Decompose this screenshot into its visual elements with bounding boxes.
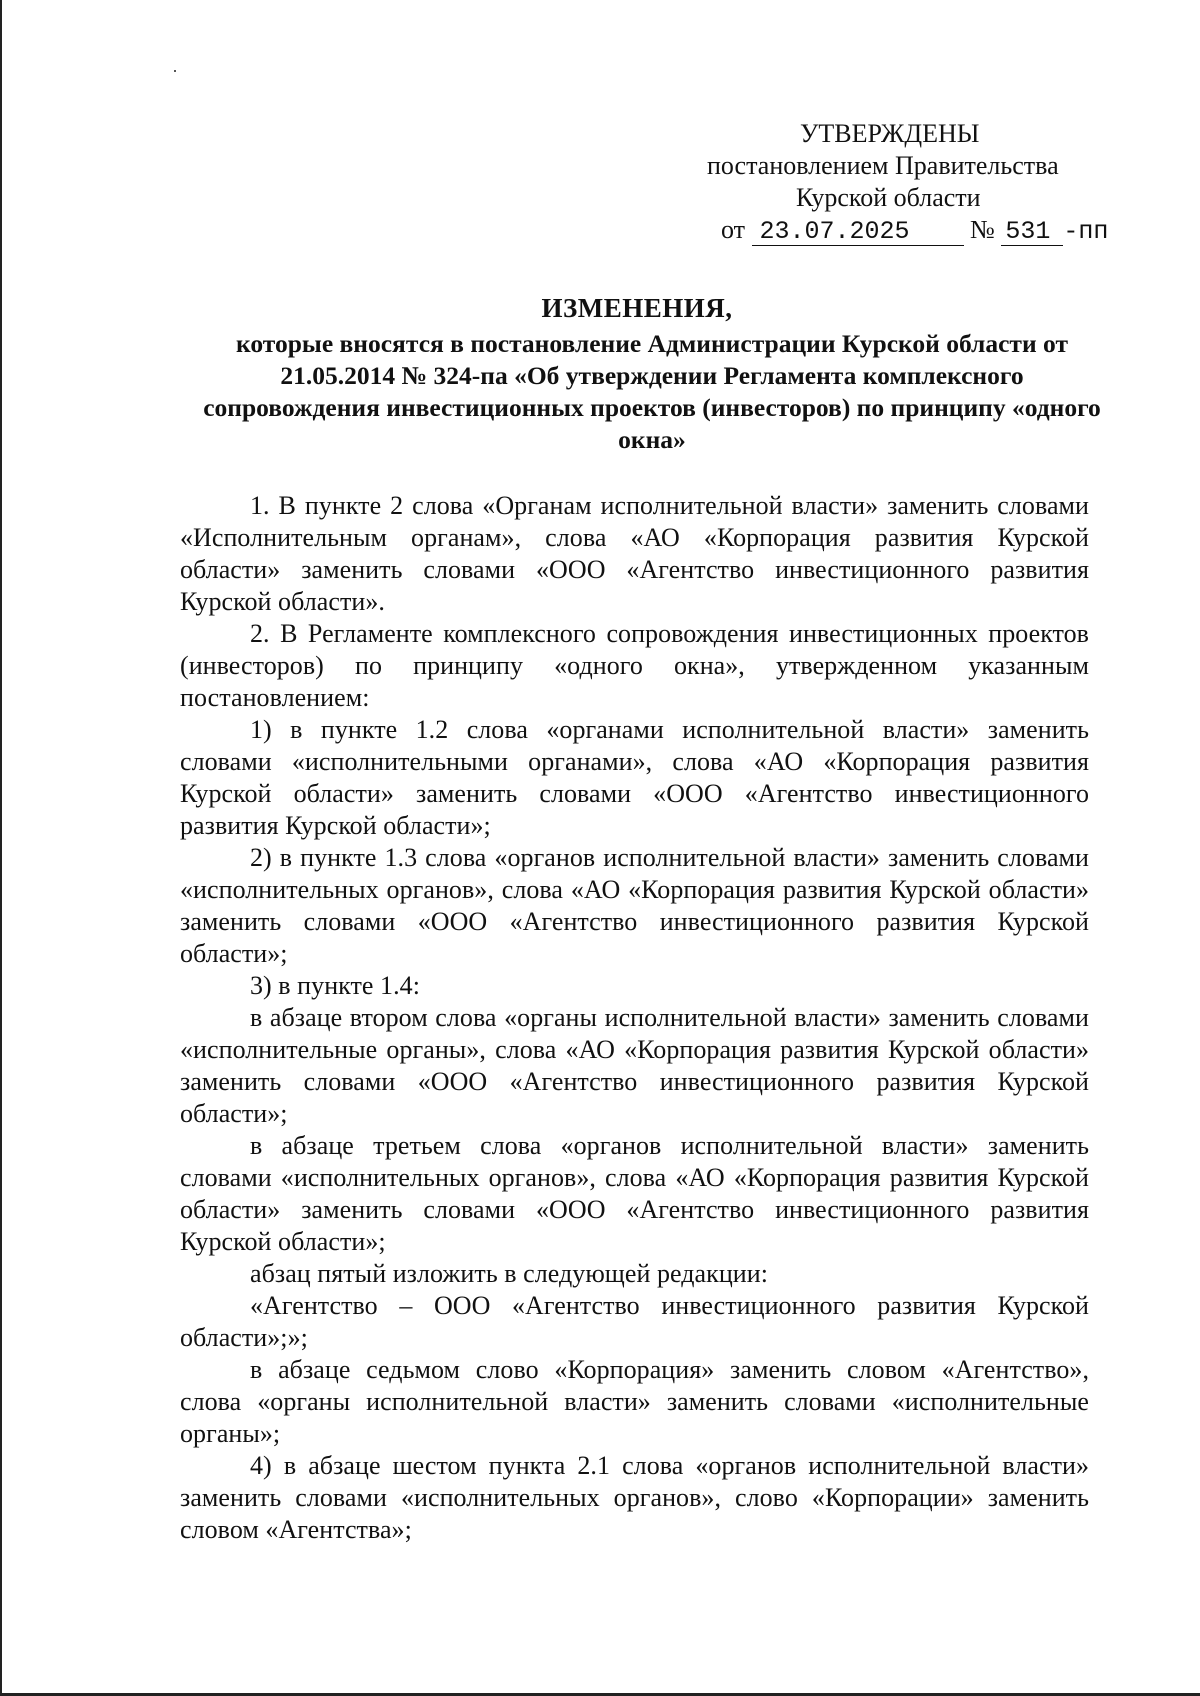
paragraph-6: в абзаце втором слова «органы исполнительной власти» заменить словами «исполнительные органы», слова «АО «Корпорация развития Курской области» заменить словами «ООО «Агентство инвестиционного развития Курской области»; [180, 1003, 1089, 1128]
paragraph-7: в абзаце третьем слова «органов исполнительной власти» заменить словами «исполнительных органов», слова «АО «Корпорация развития Курской области» заменить словами «ООО «Агентство инвестиционного развития Курской области»; [180, 1131, 1089, 1256]
paragraph-4: 2) в пункте 1.3 слова «органов исполнительной власти» заменить словами «исполнительных органов», слова «АО «Корпорация развития Курской области» заменить словами «ООО «Агентство инвестиционного развития Курской области»; [180, 843, 1089, 968]
approval-title: УТВЕРЖДЕНЫ [800, 119, 980, 148]
approval-date-number-line [721, 214, 1108, 248]
number-field: 531 [1001, 219, 1063, 246]
scan-speck [174, 70, 176, 72]
number-suffix: -пп [1063, 217, 1109, 246]
paragraph-3: 1) в пункте 1.2 слова «органами исполнительной власти» заменить словами «исполнительными органами», слова «АО «Корпорация развития Курской области» заменить словами «ООО «Агентство инвестиционного развития Курской области»; [180, 715, 1089, 840]
paragraph-2: 2. В Регламенте комплексного сопровождения инвестиционных проектов (инвесторов) по принципу «одного окна», утвержденном указанным постановлением: [180, 619, 1089, 712]
paragraph-9: «Агентство – ООО «Агентство инвестиционного развития Курской области»;»; [180, 1291, 1089, 1352]
number-prefix: № [970, 215, 995, 244]
heading-title: ИЗМЕНЕНИЯ, [541, 293, 733, 323]
document-body [180, 490, 1089, 1546]
approval-line-resolution: постановлением Правительства [707, 151, 1059, 180]
date-prefix: от [721, 215, 746, 244]
document-heading [172, 292, 1102, 456]
paragraph-11: 4) в абзаце шестом пункта 2.1 слова «органов исполнительной власти» заменить словами «исполнительных органов», слово «Корпорации» заменить словом «Агентства»; [180, 1451, 1089, 1544]
approval-line-region: Курской области [796, 183, 981, 212]
date-field: 23.07.2025 [752, 219, 964, 246]
paragraph-1: 1. В пункте 2 слова «Органам исполнительной власти» заменить словами «Исполнительным органам», слова «АО «Корпорация развития Курской области» заменить словами «ООО «Агентство инвестиционного развития Курской области». [180, 491, 1089, 616]
heading-subtitle: которые вносятся в постановление Администрации Курской области от 21.05.2014 № 324-па «Об утверждении Регламента комплексного сопровождения инвестиционных проектов (инвесторов) по принципу «одного окна» [203, 329, 1101, 454]
paragraph-10: в абзаце седьмом слово «Корпорация» заменить словом «Агентство», слова «органы исполнительной власти» заменить словами «исполнительные органы»; [180, 1355, 1089, 1448]
paragraph-8: абзац пятый изложить в следующей редакции: [250, 1259, 768, 1288]
paragraph-5: 3) в пункте 1.4: [250, 971, 420, 1000]
